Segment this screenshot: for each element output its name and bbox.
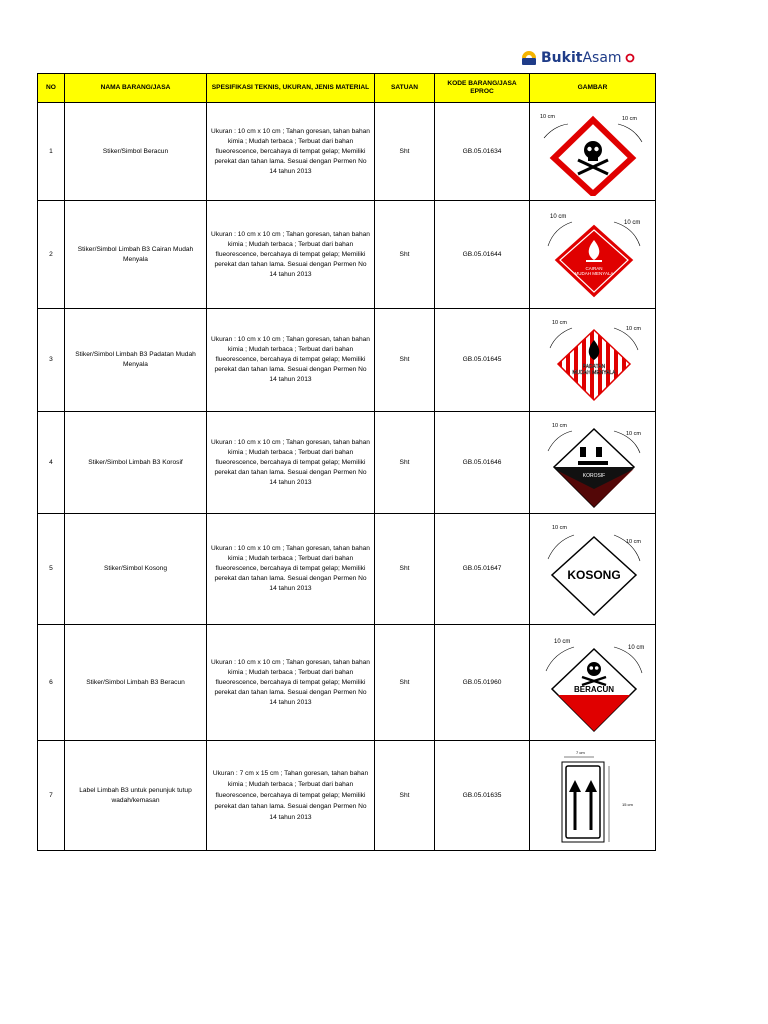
- svg-text:10 cm: 10 cm: [625, 430, 641, 437]
- cell-image: [530, 309, 656, 412]
- cell-name: Stiker/Simbol Limbah B3 Beracun: [65, 625, 207, 741]
- svg-text:KOSONG: KOSONG: [566, 568, 621, 582]
- cell-code: GB.05.01644: [435, 201, 530, 309]
- cell-code: GB.05.01634: [435, 103, 530, 201]
- cell-no: 1: [38, 103, 65, 201]
- table-header-row: [38, 74, 656, 103]
- col-header-code: KODE BARANG/JASA EPROC: [435, 74, 530, 103]
- col-header-no: NO: [38, 74, 65, 103]
- table-row: [38, 201, 656, 309]
- cell-no: 3: [38, 309, 65, 412]
- cell-image: [530, 514, 656, 625]
- cell-spec: Ukuran : 10 cm x 10 cm ; Tahan goresan, tahan bahan kimia ; Mudah terbaca ; Terbuat dari bahan flueorescence, bercahaya di tempat gelap; Memiliki perekat dan tahan lama. Sesuai dengan Permen No 14 tahun 2013: [207, 514, 375, 625]
- svg-text:MUDAH MENYALA: MUDAH MENYALA: [574, 270, 613, 276]
- svg-text:10 cm: 10 cm: [539, 113, 555, 120]
- cell-no: 7: [38, 741, 65, 851]
- toxic-waste-sign-icon: [534, 631, 652, 735]
- toxic-skull-sign-icon: [534, 108, 652, 196]
- cell-spec: Ukuran : 10 cm x 10 cm ; Tahan goresan, tahan bahan kimia ; Mudah terbaca ; Terbuat dari bahan flueorescence, bercahaya di tempat gelap; Memiliki perekat dan tahan lama. Sesuai dengan Permen No 14 tahun 2013: [207, 625, 375, 741]
- cell-spec: Ukuran : 10 cm x 10 cm ; Tahan goresan, tahan bahan kimia ; Mudah terbaca ; Terbuat dari bahan flueorescence, bercahaya di tempat gelap; Memiliki perekat dan tahan lama. Sesuai dengan Permen No 14 tahun 2013: [207, 412, 375, 514]
- col-header-image: GAMBAR: [530, 74, 656, 103]
- svg-text:10 cm: 10 cm: [625, 539, 641, 545]
- cell-name: Stiker/Simbol Limbah B3 Padatan Mudah Menyala: [65, 309, 207, 412]
- corrosive-sign-icon: [534, 417, 652, 509]
- col-header-spec: SPESIFIKASI TEKNIS, UKURAN, JENIS MATERIAL: [207, 74, 375, 103]
- this-side-up-arrows-label-icon: [534, 746, 652, 846]
- cell-no: 2: [38, 201, 65, 309]
- cell-image: [530, 412, 656, 514]
- cell-code: GB.05.01645: [435, 309, 530, 412]
- svg-text:10 cm: 10 cm: [621, 115, 637, 122]
- cell-spec: Ukuran : 10 cm x 10 cm ; Tahan goresan, tahan bahan kimia ; Mudah terbaca ; Terbuat dari bahan flueorescence, bercahaya di tempat gelap; Memiliki perekat dan tahan lama. Sesuai dengan Permen No 14 tahun 2013: [207, 201, 375, 309]
- col-header-unit: SATUAN: [375, 74, 435, 103]
- svg-text:CAIRAN: CAIRAN: [584, 265, 603, 271]
- cell-name: Stiker/Simbol Kosong: [65, 514, 207, 625]
- svg-text:10 cm: 10 cm: [627, 644, 644, 651]
- svg-text:BERACUN: BERACUN: [573, 684, 614, 694]
- svg-text:15 cm: 15 cm: [621, 801, 633, 807]
- cell-code: GB.05.01646: [435, 412, 530, 514]
- cell-code: GB.05.01635: [435, 741, 530, 851]
- svg-text:10 cm: 10 cm: [625, 326, 641, 332]
- bukit-asam-logo: [520, 46, 640, 70]
- svg-text:10 cm: 10 cm: [623, 219, 640, 226]
- table-row: [38, 412, 656, 514]
- cell-unit: Sht: [375, 201, 435, 309]
- cell-no: 4: [38, 412, 65, 514]
- svg-text:KOROSIF: KOROSIF: [582, 472, 605, 479]
- svg-text:10 cm: 10 cm: [549, 213, 566, 220]
- cell-code: GB.05.01960: [435, 625, 530, 741]
- cell-spec: Ukuran : 10 cm x 10 cm ; Tahan goresan, tahan bahan kimia ; Mudah terbaca ; Terbuat dari bahan flueorescence, bercahaya di tempat gelap; Memiliki perekat dan tahan lama. Sesuai dengan Permen No 14 tahun 2013: [207, 309, 375, 412]
- cell-name: Stiker/Simbol Beracun: [65, 103, 207, 201]
- table-row: [38, 514, 656, 625]
- cell-unit: Sht: [375, 412, 435, 514]
- cell-spec: Ukuran : 10 cm x 10 cm ; Tahan goresan, tahan bahan kimia ; Mudah terbaca ; Terbuat dari bahan flueorescence, bercahaya di tempat gelap; Memiliki perekat dan tahan lama. Sesuai dengan Permen No 14 tahun 2013: [207, 103, 375, 201]
- table-row: [38, 625, 656, 741]
- svg-text:10 cm: 10 cm: [553, 638, 570, 645]
- cell-name: Stiker/Simbol Limbah B3 Cairan Mudah Menyala: [65, 201, 207, 309]
- svg-text:PADATAN: PADATAN: [582, 364, 605, 370]
- cell-name: Stiker/Simbol Limbah B3 Korosif: [65, 412, 207, 514]
- cell-no: 5: [38, 514, 65, 625]
- table-row: [38, 309, 656, 412]
- cell-unit: Sht: [375, 625, 435, 741]
- svg-text:10 cm: 10 cm: [551, 525, 567, 531]
- bukit-asam-logo-icon: [520, 49, 538, 67]
- cell-no: 6: [38, 625, 65, 741]
- logo-text: BukitAsam: [541, 50, 622, 66]
- cell-image: [530, 625, 656, 741]
- table-row: [38, 741, 656, 851]
- cell-unit: Sht: [375, 103, 435, 201]
- cell-spec: Ukuran : 7 cm x 15 cm ; Tahan goresan, tahan bahan kimia ; Mudah terbaca ; Terbuat dari bahan flueorescence, bercahaya di tempat gelap; Memiliki perekat dan tahan lama. Sesuai dengan Permen No 14 tahun 2013: [207, 741, 375, 851]
- cell-unit: Sht: [375, 309, 435, 412]
- cell-image: [530, 201, 656, 309]
- cell-image: [530, 103, 656, 201]
- cell-unit: Sht: [375, 514, 435, 625]
- flammable-solid-sign-icon: [534, 314, 652, 406]
- empty-sign-icon: [534, 519, 652, 619]
- svg-text:MUDAH MENYALA: MUDAH MENYALA: [571, 370, 616, 376]
- svg-text:10 cm: 10 cm: [551, 320, 567, 326]
- cell-code: GB.05.01647: [435, 514, 530, 625]
- materials-table: [37, 73, 656, 851]
- col-header-name: NAMA BARANG/JASA: [65, 74, 207, 103]
- table-row: [38, 103, 656, 201]
- cell-image: [530, 741, 656, 851]
- flammable-liquid-sign-icon: [534, 206, 652, 304]
- svg-text:10 cm: 10 cm: [551, 422, 567, 429]
- cell-name: Label Limbah B3 untuk penunjuk tutup wadah/kemasan: [65, 741, 207, 851]
- svg-text:7 cm: 7 cm: [575, 749, 585, 755]
- cell-unit: Sht: [375, 741, 435, 851]
- logo-ring-icon: [625, 53, 635, 63]
